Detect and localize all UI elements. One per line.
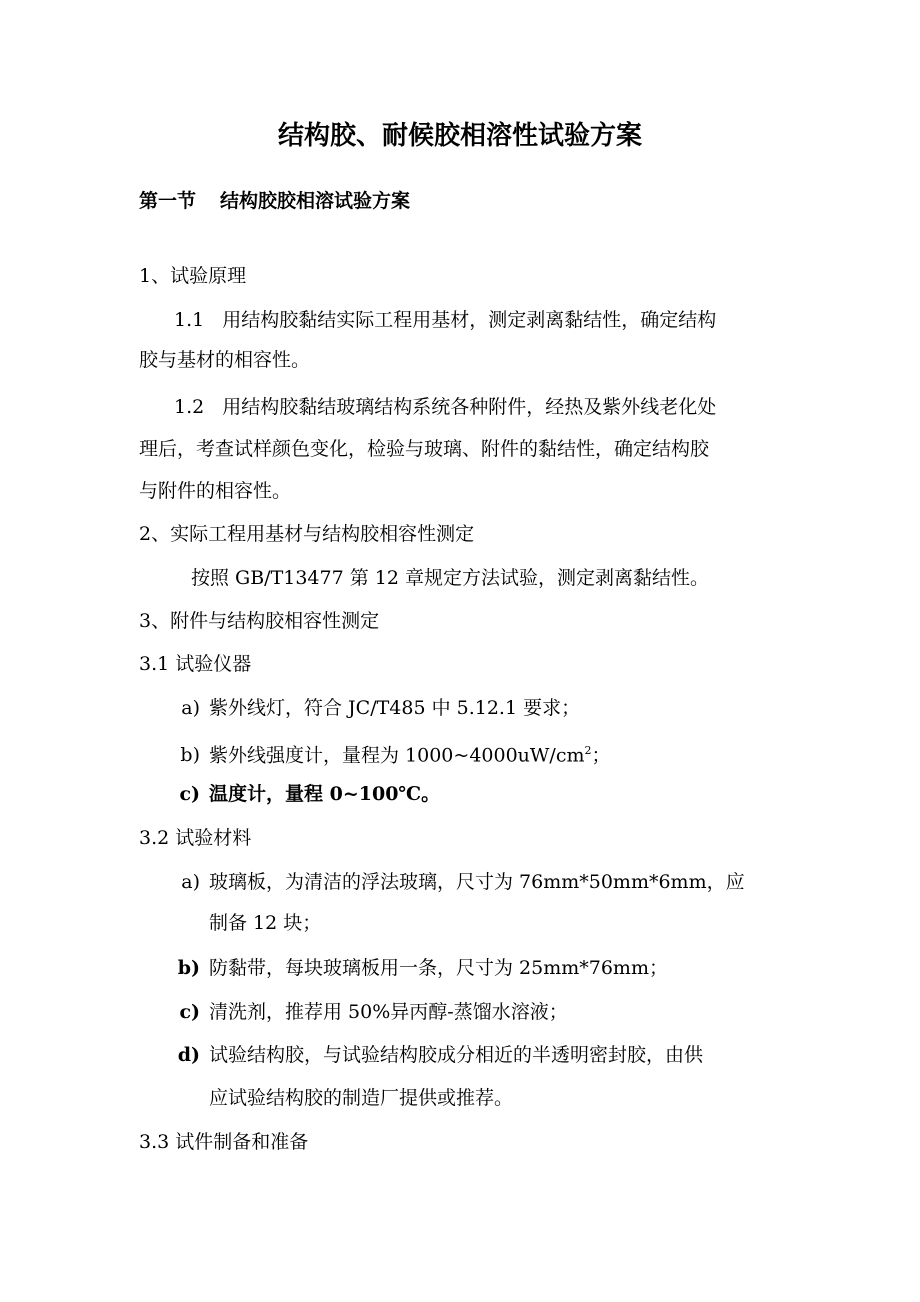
para-1-2-number: 1.2 <box>174 396 205 418</box>
item-label: c) <box>179 783 200 805</box>
para-1-1-number: 1.1 <box>174 309 205 331</box>
item-label: a) <box>181 871 200 893</box>
section-heading <box>139 184 410 218</box>
heading-3-2: 3.2 试验材料 <box>139 827 252 849</box>
material-item-d-line-2: 应试验结构胶的制造厂提供或推荐。 <box>209 1087 514 1109</box>
section-number: 第一节 <box>139 190 197 212</box>
item-label: a) <box>181 697 200 719</box>
instrument-item-c: c) 温度计，量程 0~100℃。 <box>170 777 440 811</box>
para-1-2-line-2: 理后，考查试样颜色变化，检验与玻璃、附件的黏结性，确定结构胶 <box>139 438 710 460</box>
item-label: b) <box>180 744 200 767</box>
material-item-a-line-1: a) 玻璃板，为清洁的浮法玻璃，尺寸为 76mm*50mm*6mm，应 <box>170 865 745 899</box>
heading-3-3: 3.3 试件制备和准备 <box>139 1131 309 1153</box>
material-item-b: b) 防黏带，每块玻璃板用一条，尺寸为 25mm*76mm； <box>170 951 668 985</box>
item-label: d) <box>177 1044 200 1066</box>
superscript: 2 <box>584 744 592 757</box>
section-title: 结构胶胶相溶试验方案 <box>220 190 411 212</box>
material-item-d-line-1: d) 试验结构胶，与试验结构胶成分相近的半透明密封胶，由供 <box>170 1038 703 1072</box>
para-1-2-line-1: 1.2 用结构胶黏结玻璃结构系统各种附件，经热及紫外线老化处 <box>174 396 717 418</box>
item-label: c) <box>179 1001 200 1023</box>
instrument-item-a: a) 紫外线灯，符合 JC/T485 中 5.12.1 要求； <box>170 691 580 725</box>
instrument-item-b: b) 紫外线强度计，量程为 $1000\sim 4000uW/cm^2$； <box>170 734 611 772</box>
heading-1: 1、试验原理 <box>139 265 247 287</box>
para-1-1-line-2: 胶与基材的相容性。 <box>139 349 311 371</box>
heading-3: 3、附件与结构胶相容性测定 <box>139 610 380 632</box>
item-label: b) <box>177 957 200 979</box>
document-title: 结构胶、耐候胶相溶性试验方案 <box>277 121 642 151</box>
heading-3-1: 3.1 试验仪器 <box>139 653 252 675</box>
heading-2: 2、实际工程用基材与结构胶相容性测定 <box>139 523 475 545</box>
material-item-a-line-2: 制备 12 块； <box>209 912 322 934</box>
para-1-1-line-1: 1.1 用结构胶黏结实际工程用基材，测定剥离黏结性，确定结构 <box>174 309 717 331</box>
material-item-c: c) 清洗剂，推荐用 50%异丙醇-蒸馏水溶液； <box>170 995 568 1029</box>
para-2: 按照 GB/T13477 第 12 章规定方法试验，测定剥离黏结性。 <box>191 567 709 589</box>
para-1-2-line-3: 与附件的相容性。 <box>139 480 292 502</box>
